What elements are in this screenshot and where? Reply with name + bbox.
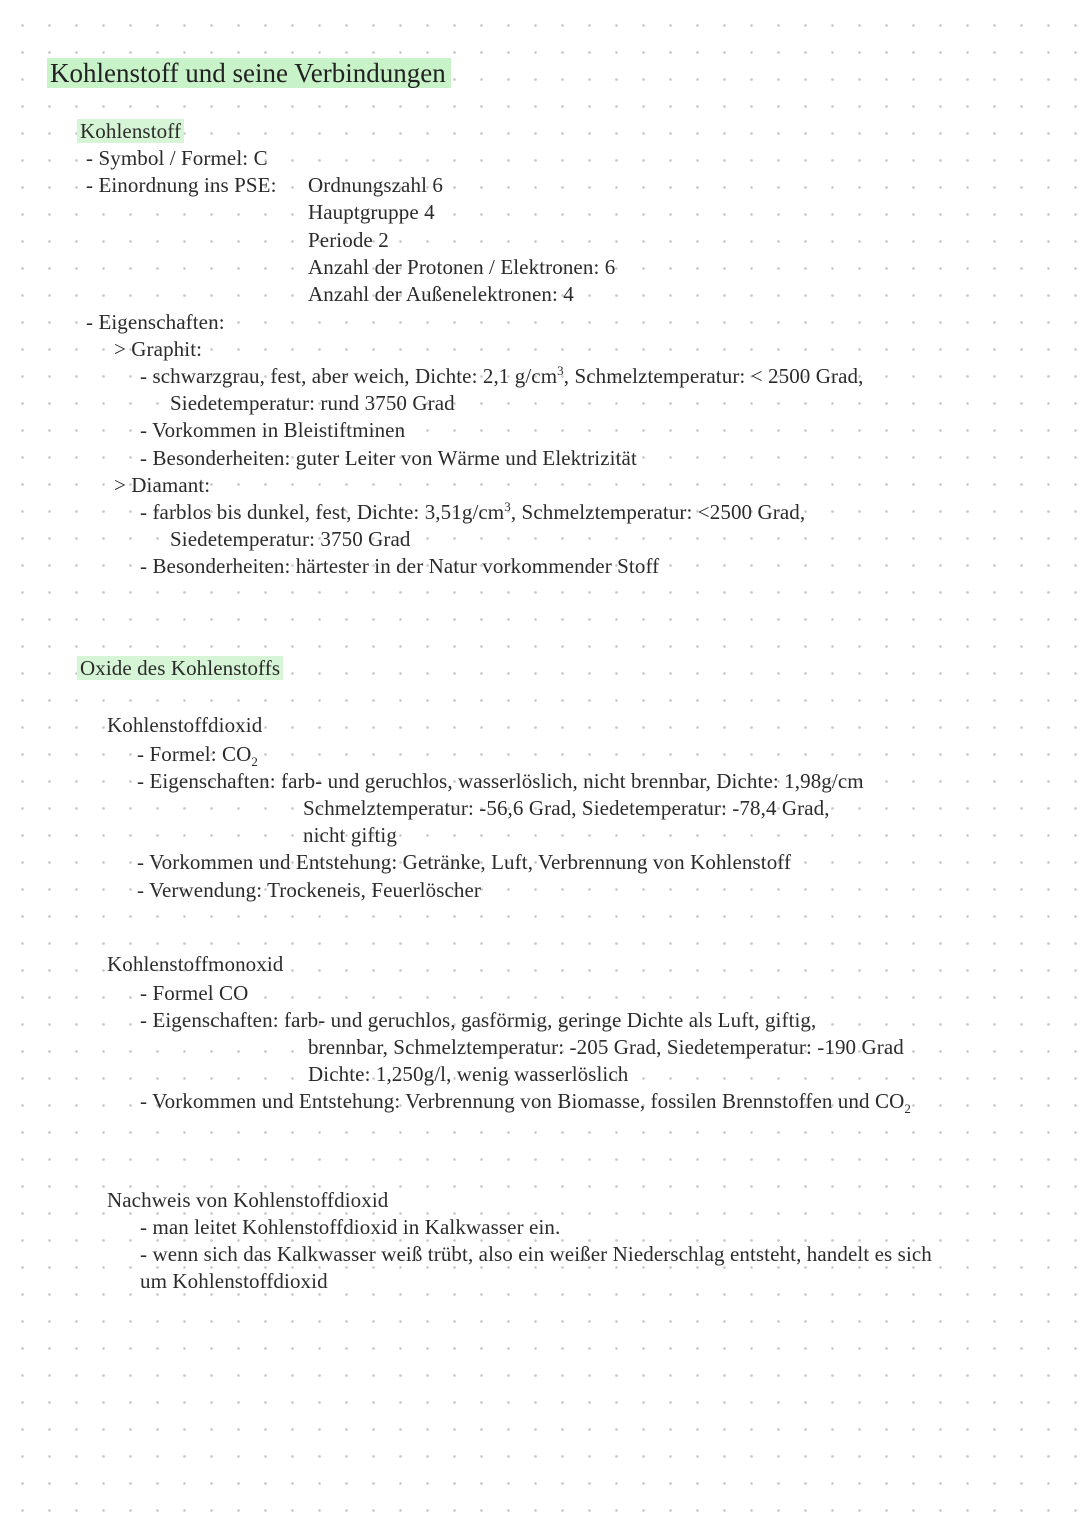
graphit-label: > Graphit: <box>114 337 203 361</box>
co-heading: Kohlenstoffmonoxid <box>107 952 284 976</box>
title-highlight: Kohlenstoff und seine Verbindungen <box>47 58 451 88</box>
nachweis-line-1: - man leitet Kohlenstoffdioxid in Kalkwasser ein. <box>140 1215 561 1239</box>
pse-aussenelektronen: Anzahl der Außenelektronen: 4 <box>308 282 574 306</box>
co2-vorkommen: - Vorkommen und Entstehung: Getränke, Luft, Verbrennung von Kohlenstoff <box>137 850 792 874</box>
nachweis-line-3: um Kohlenstoffdioxid <box>140 1269 328 1293</box>
co2-eigenschaften-1: - Eigenschaften: farb- und geruchlos, wasserlöslich, nicht brennbar, Dichte: 1,98g/cm <box>137 769 864 793</box>
pse-ordnungszahl: Ordnungszahl 6 <box>308 173 443 197</box>
diamant-properties-line: - farblos bis dunkel, fest, Dichte: $3,51g/cm^3$, Schmelztemperatur: <2500 Grad, <box>140 499 806 524</box>
diamant-besonderheiten: - Besonderheiten: härtester in der Natur vorkommender Stoff <box>140 554 660 578</box>
page-title <box>47 56 451 90</box>
graphit-siedetemperatur: Siedetemperatur: rund 3750 Grad <box>170 391 455 415</box>
co-formel: - Formel CO <box>140 981 249 1005</box>
section-heading-kohlenstoff: Kohlenstoff <box>77 118 184 145</box>
pse-periode: Periode 2 <box>308 228 389 252</box>
graphit-vorkommen: - Vorkommen in Bleistiftminen <box>140 418 406 442</box>
co2-verwendung: - Verwendung: Trockeneis, Feuerlöscher <box>137 878 482 902</box>
nachweis-line-2: - wenn sich das Kalkwasser weiß trübt, also ein weißer Niederschlag entsteht, handelt es sich <box>140 1242 932 1266</box>
co-eigenschaften-2: brennbar, Schmelztemperatur: -205 Grad, Siedetemperatur: -190 Grad <box>308 1035 904 1059</box>
co-eigenschaften-1: - Eigenschaften: farb- und geruchlos, gasförmig, geringe Dichte als Luft, giftig, <box>140 1008 817 1032</box>
section-heading-oxide: Oxide des Kohlenstoffs <box>77 655 283 682</box>
graphit-besonderheiten: - Besonderheiten: guter Leiter von Wärme und Elektrizität <box>140 446 637 470</box>
diamant-label: > Diamant: <box>114 473 211 497</box>
diamant-siedetemperatur: Siedetemperatur: 3750 Grad <box>170 527 411 551</box>
co2-formel: - Formel: $CO_2$ <box>137 742 258 770</box>
pse-protonen: Anzahl der Protonen / Elektronen: 6 <box>308 255 616 279</box>
pse-label: - Einordnung ins PSE: <box>86 173 277 197</box>
nachweis-heading: Nachweis von Kohlenstoffdioxid <box>107 1188 389 1212</box>
eigenschaften-label: - Eigenschaften: <box>86 310 225 334</box>
graphit-properties-line: - schwarzgrau, fest, aber weich, Dichte: 2,1 $g/cm^3$, Schmelztemperatur: < 2500 Grad, <box>140 363 864 388</box>
pse-hauptgruppe: Hauptgruppe 4 <box>308 200 435 224</box>
co-vorkommen: - Vorkommen und Entstehung: Verbrennung von Biomasse, fossilen Brennstoffen und $CO_2$ <box>140 1089 911 1117</box>
co2-eigenschaften-2: Schmelztemperatur: -56,6 Grad, Siedetemperatur: -78,4 Grad, <box>303 796 830 820</box>
co-eigenschaften-3: Dichte: 1,250g/l, wenig wasserlöslich <box>308 1062 629 1086</box>
symbol-line: - Symbol / Formel: C <box>86 146 268 170</box>
co2-heading: Kohlenstoffdioxid <box>107 713 263 737</box>
co2-eigenschaften-3: nicht giftig <box>303 823 397 847</box>
